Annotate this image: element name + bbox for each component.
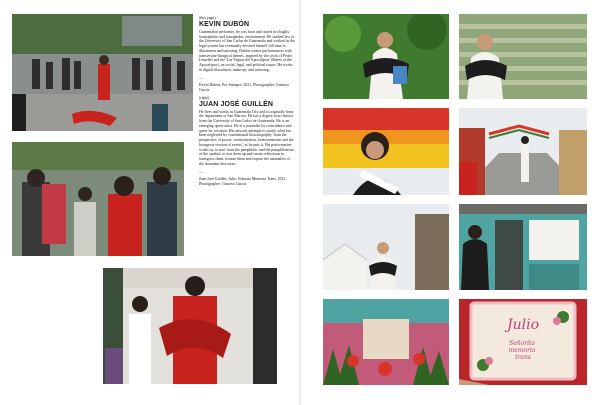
julio-sign-photo (459, 299, 587, 385)
sign-title: Julio (506, 317, 540, 333)
artist-bio: He lives and works in Guatemala City and is originally from the department of San Marcos. He has a degree in art history from the University of San Carlos de Guatemala. He is an emerging queer artist. He is a journalist by coincidence and queer by vocation. His artwork attempts to justify what has been neglected by conventional historiography 'from the perspective of power, westernization, heterocentrism and the bourgeois version of events', as he puts it. His performative works try to start from the pamphletic and the pamphletarian of the symbol, to tear them up and create reflections to transgress them, ironize them and expose the anomalies of the dominant discourse. (199, 109, 294, 166)
photo-credit: Kevin Dubón, Por Siempre, 2021, Photographer: Gustavo García (199, 83, 290, 92)
bio-entry-kevin-dubon (199, 16, 295, 93)
queen-in-garden-photo (323, 14, 449, 99)
divider-dash: — (199, 169, 203, 174)
sign-subtitle-line-2: memoria (508, 347, 536, 354)
page-gutter (299, 0, 301, 405)
market-doorway-photo (459, 204, 587, 290)
sign-subtitle-line-1: Señorita (509, 340, 535, 347)
page-reference: (this page) (199, 16, 216, 20)
artist-bio: Guatemalan performer, he was born and raised in a highly homophobic and transphobic environment. He studied law at the University of San Carlos de Guatemala and worked in the legal system but eventually devoted himself full time to illustration and tattooing. Dubón creates performances with transvestite liturgical themes, inspired by the work of Pedro Lemebel and the 'Las Yeguas del Apocalipsis' (Mares of the Apocalypse), on social, legal, and political issues. He works in digital illustration, make-up, and tattooing. (199, 29, 295, 72)
sign-subtitle-line-3: trans (515, 354, 531, 361)
street-with-flags-photo (459, 108, 587, 195)
page-reference: (right) (199, 95, 209, 100)
street-performance-crowd-photo (12, 14, 193, 131)
sash-under-flags-photo (323, 108, 449, 195)
queen-on-rooftop-photo (323, 204, 449, 290)
divider-dash: — (199, 75, 203, 80)
artist-bios-column (199, 16, 295, 187)
queen-on-steps-photo (459, 14, 587, 99)
altar-with-flowers-photo (323, 299, 449, 385)
red-costume-crowd-photo (12, 142, 184, 256)
photo-credit: Juan José Guillén, Julio, Señorita Memoria Trans, 2021, Photographer: Gustavo García (199, 177, 287, 186)
artist-name: KEVIN DUBÓN (199, 21, 250, 29)
artist-name: JUAN JOSÉ GUILLÉN (199, 101, 274, 108)
red-costume-closeup-photo (103, 268, 277, 384)
bio-entry-juan-jose-guillen (199, 96, 295, 187)
